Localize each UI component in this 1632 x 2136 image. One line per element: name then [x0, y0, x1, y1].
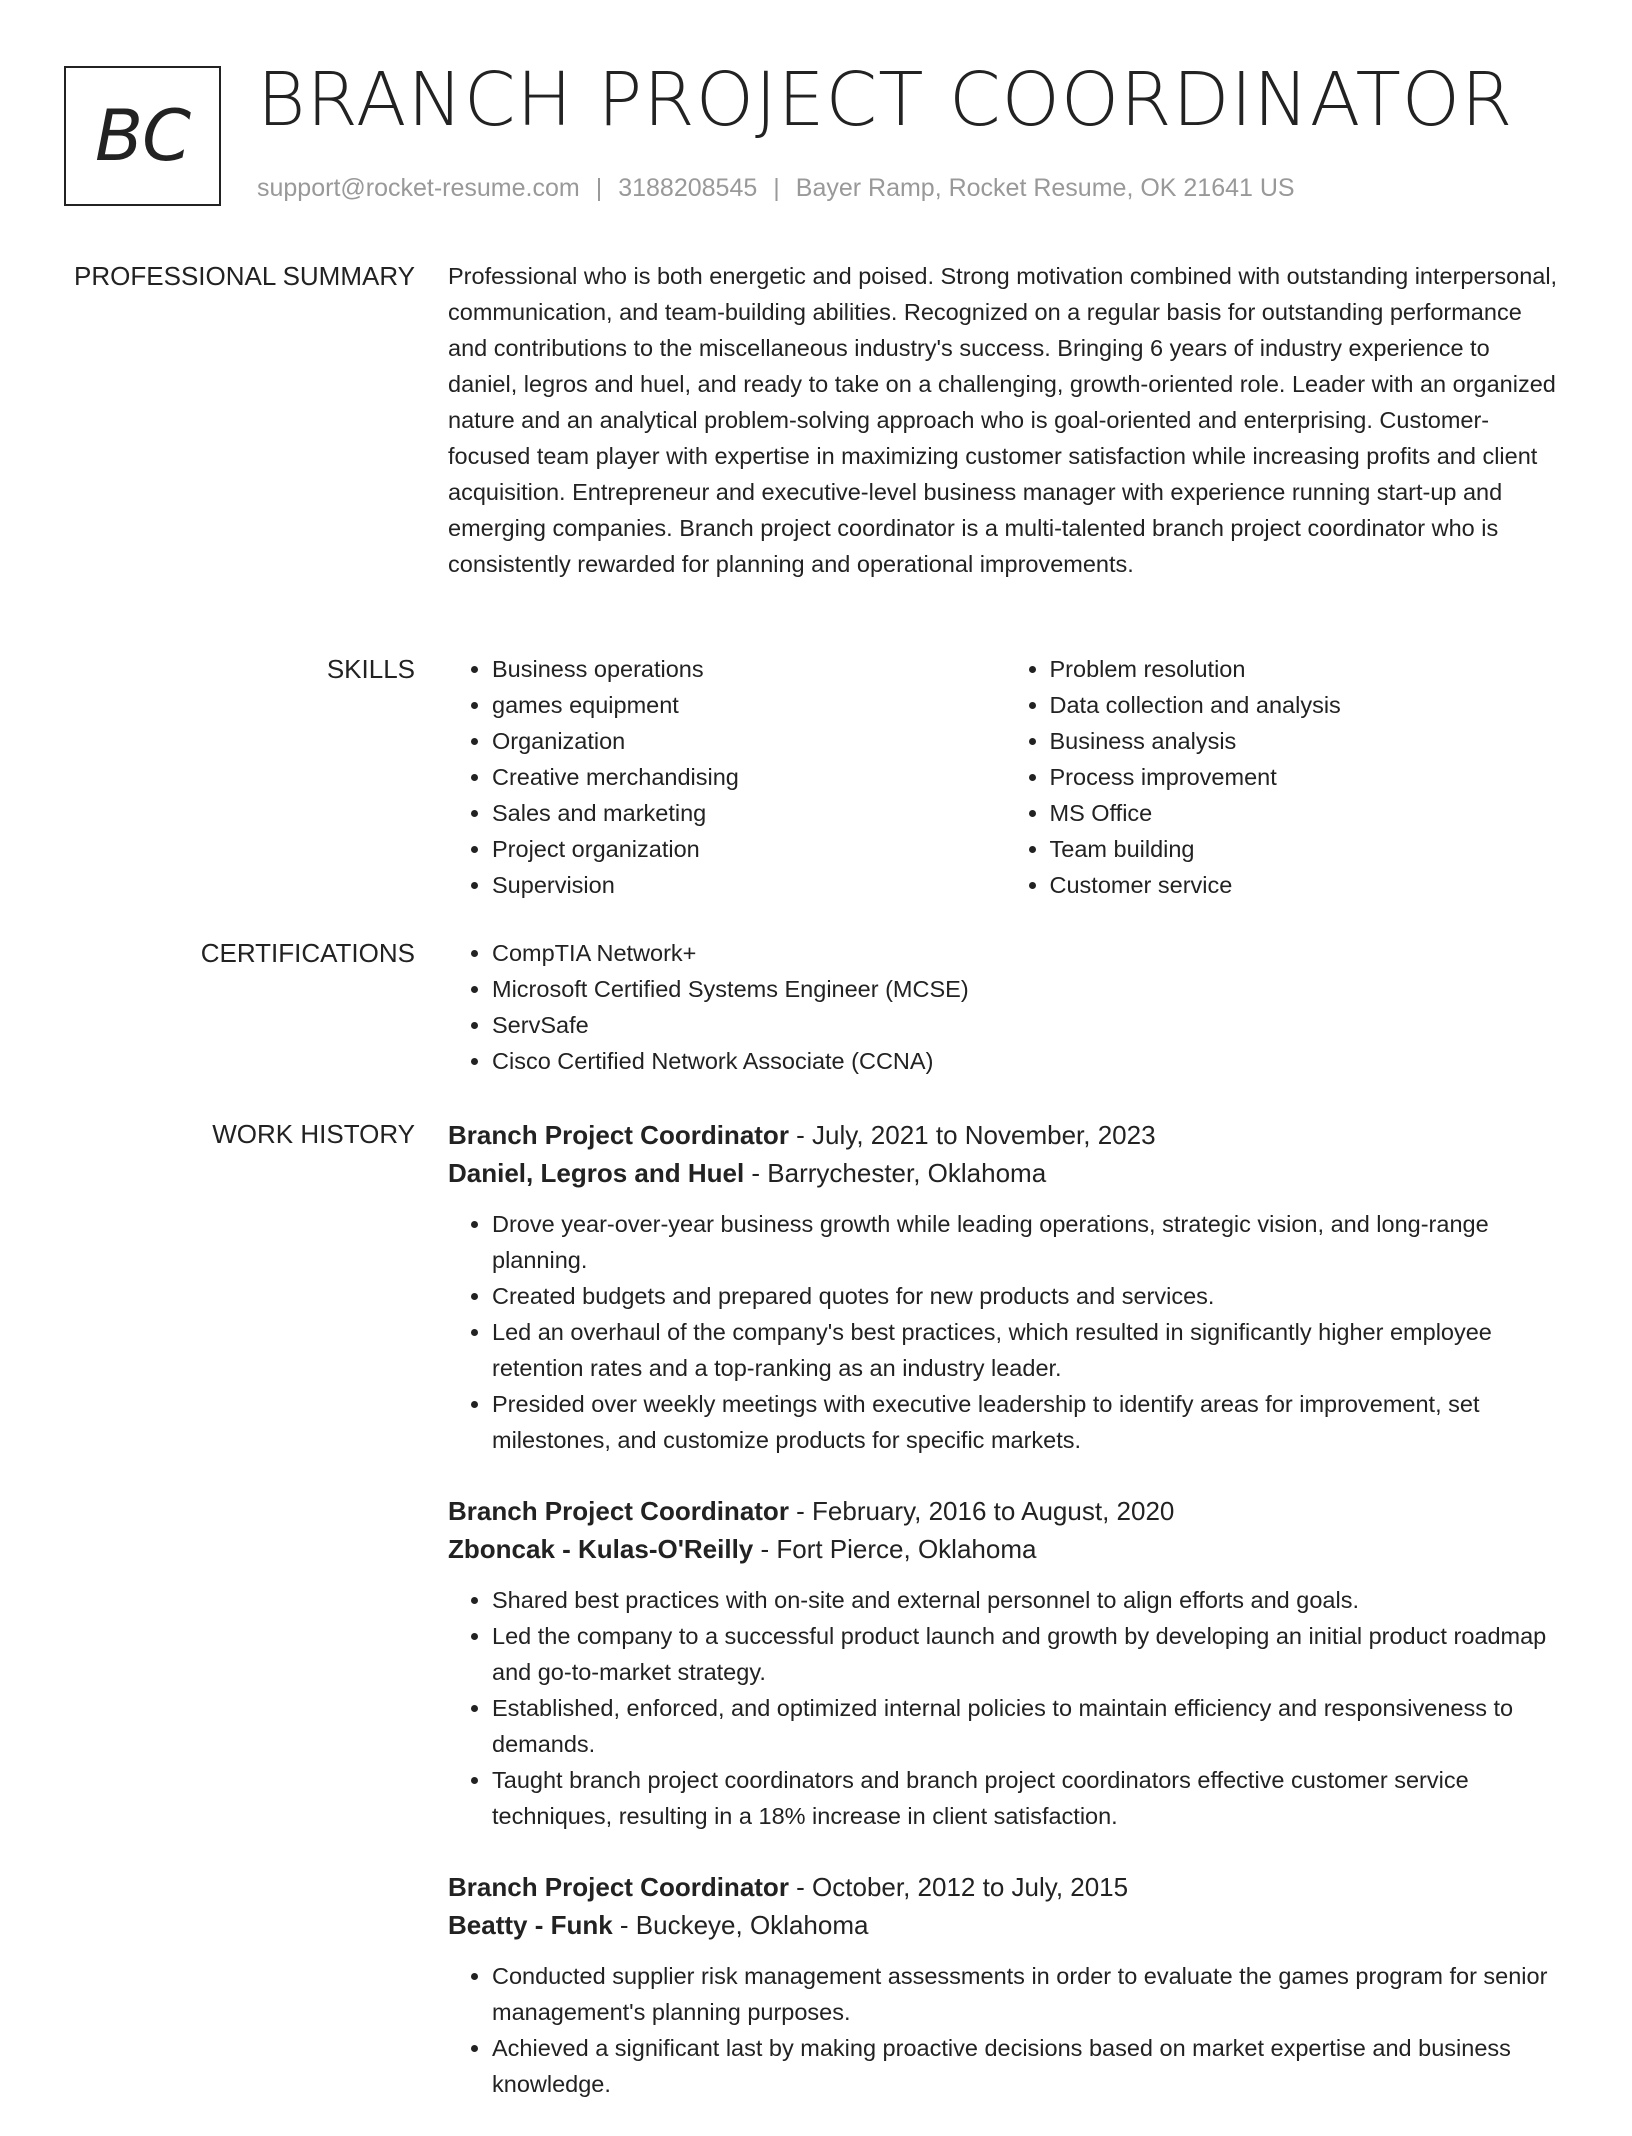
skill-item: • Business operations	[492, 651, 1006, 687]
job-company: Zboncak - Kulas-O'Reilly	[448, 1534, 754, 1564]
job-title-line	[448, 1116, 1563, 1154]
job-bullet: • Taught branch project coordinators and branch project coordinators effective customer service techniques, resulting in a 18% increase in client satisfaction.	[492, 1762, 1563, 1834]
resume-title: BRANCH PROJECT COORDINATOR	[257, 57, 1514, 143]
skill-item: • Organization	[492, 723, 1006, 759]
job-bullets	[448, 1582, 1563, 1834]
skill-item: • MS Office	[1050, 795, 1564, 831]
certification-item: • Microsoft Certified Systems Engineer (MCSE)	[492, 971, 1563, 1007]
job-bullet: • Created budgets and prepared quotes for new products and services.	[492, 1278, 1563, 1314]
skills-body	[448, 651, 1563, 903]
job-dates: - February, 2016 to August, 2020	[788, 1496, 1175, 1526]
skill-item: • games equipment	[492, 687, 1006, 723]
skill-item: • Customer service	[1050, 867, 1564, 903]
skills-list-left	[448, 651, 1006, 903]
job-entry	[448, 1116, 1563, 1458]
job-location: - Barrychester, Oklahoma	[744, 1158, 1047, 1188]
job-bullet: • Achieved a significant last by making proactive decisions based on market expertise and business knowledge.	[492, 2030, 1563, 2102]
job-company: Daniel, Legros and Huel	[448, 1158, 745, 1188]
contact-line	[257, 174, 1295, 203]
job-title-line	[448, 1868, 1563, 1906]
skill-item: • Creative merchandising	[492, 759, 1006, 795]
contact-phone: 3188208545	[618, 174, 758, 202]
job-entry	[448, 1868, 1563, 2102]
skill-item: • Sales and marketing	[492, 795, 1006, 831]
certification-item: • Cisco Certified Network Associate (CCNA)	[492, 1043, 1563, 1079]
job-entry	[448, 1492, 1563, 1834]
skill-item: • Process improvement	[1050, 759, 1564, 795]
summary-text: Professional who is both energetic and poised. Strong motivation combined with outstanding interpersonal, communication, and team-building abilities. Recognized on a regular basis for outstanding performance and contributions to the miscellaneous industry's success. Bringing 6 years of industry experience to daniel, legros and huel, and ready to take on a challenging, growth-oriented role. Leader with an organized nature and an analytical problem-solving approach who is goal-oriented and enterprising. Customer-focused team player with expertise in maximizing customer satisfaction while increasing profits and client acquisition. Entrepreneur and executive-level business manager with experience running start-up and emerging companies. Branch project coordinator is a multi-talented branch project coordinator who is consistently rewarded for planning and operational improvements.	[448, 263, 1558, 577]
certifications-body	[448, 935, 1563, 1079]
job-location: - Buckeye, Oklahoma	[612, 1910, 869, 1940]
job-location: - Fort Pierce, Oklahoma	[753, 1534, 1037, 1564]
job-title-line	[448, 1492, 1563, 1530]
job-bullet: • Established, enforced, and optimized internal policies to maintain efficiency and responsiveness to demands.	[492, 1690, 1563, 1762]
certifications-heading: CERTIFICATIONS	[200, 938, 415, 968]
contact-address: Bayer Ramp, Rocket Resume, OK 21641 US	[795, 174, 1295, 202]
work-heading: WORK HISTORY	[212, 1119, 415, 1149]
skill-item: • Data collection and analysis	[1050, 687, 1564, 723]
certification-item: • ServSafe	[492, 1007, 1563, 1043]
job-dates: - October, 2012 to July, 2015	[788, 1872, 1129, 1902]
skills-list-right	[1006, 651, 1564, 903]
work-body	[448, 1116, 1563, 2136]
job-company-line	[448, 1530, 1563, 1568]
job-title: Branch Project Coordinator	[448, 1496, 789, 1526]
job-bullet: • Led the company to a successful product launch and growth by developing an initial product roadmap and go-to-market strategy.	[492, 1618, 1563, 1690]
job-company: Beatty - Funk	[448, 1910, 613, 1940]
certification-item: • CompTIA Network+	[492, 935, 1563, 971]
job-bullet: • Presided over weekly meetings with executive leadership to identify areas for improvement, set milestones, and customize products for specific markets.	[492, 1386, 1563, 1458]
job-title: Branch Project Coordinator	[448, 1872, 789, 1902]
contact-separator: |	[773, 174, 780, 202]
summary-heading: PROFESSIONAL SUMMARY	[74, 261, 415, 291]
job-bullet: • Led an overhaul of the company's best practices, which resulted in significantly higher employee retention rates and a top-ranking as an industry leader.	[492, 1314, 1563, 1386]
job-company-line	[448, 1154, 1563, 1192]
contact-separator: |	[595, 174, 603, 202]
job-bullet: • Drove year-over-year business growth while leading operations, strategic vision, and long-range planning.	[492, 1206, 1563, 1278]
skill-item: • Supervision	[492, 867, 1006, 903]
certifications-list	[448, 935, 1563, 1079]
skill-item: • Business analysis	[1050, 723, 1564, 759]
contact-email: support@rocket-resume.com	[257, 174, 580, 202]
job-bullet: • Conducted supplier risk management assessments in order to evaluate the games program for senior management's planning purposes.	[492, 1958, 1563, 2030]
monogram: BC	[64, 66, 221, 206]
job-title: Branch Project Coordinator	[448, 1120, 789, 1150]
skills-heading: SKILLS	[326, 654, 415, 684]
summary-body	[448, 258, 1563, 582]
job-bullet: • Shared best practices with on-site and external personnel to align efforts and goals.	[492, 1582, 1563, 1618]
skill-item: • Team building	[1050, 831, 1564, 867]
job-bullets	[448, 1958, 1563, 2102]
job-dates: - July, 2021 to November, 2023	[788, 1120, 1156, 1150]
job-bullets	[448, 1206, 1563, 1458]
job-company-line	[448, 1906, 1563, 1944]
skill-item: • Problem resolution	[1050, 651, 1564, 687]
skill-item: • Project organization	[492, 831, 1006, 867]
